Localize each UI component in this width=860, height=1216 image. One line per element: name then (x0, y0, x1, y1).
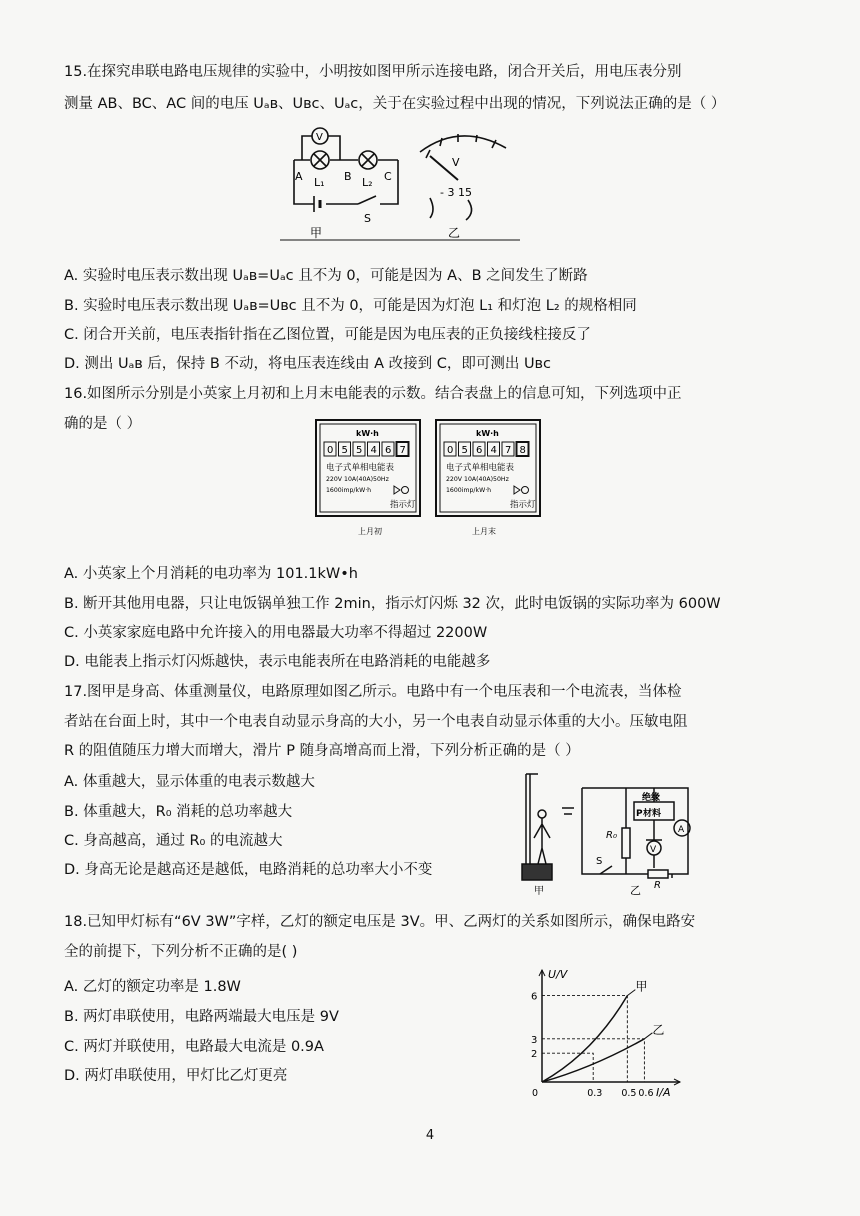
q15-label-v: V (316, 132, 323, 143)
q16-option-d: D. 电能表上指示灯闪烁越快，表示电能表所在电路消耗的电能越多 (64, 654, 491, 670)
q17-r0: R₀ (606, 830, 617, 841)
meter-1-digit: 4 (370, 445, 377, 456)
meter-2-spec2: 1600imp/kW·h (446, 487, 492, 494)
q17-stem-line2: 者站在台面上时，其中一个电表自动显示身高的大小，另一个电表自动显示体重的大小。压敏电阻 (64, 714, 688, 730)
q15-label-l2: L₂ (362, 176, 373, 189)
q18-stem-line2: 全的前提下，下列分析不正确的是( ) (64, 944, 298, 960)
q16-figure (312, 418, 548, 540)
q18-stem-line1: 18.已知甲灯标有“6V 3W”字样，乙灯的额定电压是 3V。甲、乙两灯的关系如图所示，确保电路安 (64, 914, 696, 930)
q15-caption-left: 甲 (310, 226, 323, 240)
q15-label-s: S (364, 212, 371, 225)
q16-option-a: A. 小英家上个月消耗的电功率为 101.1kW•h (64, 566, 358, 582)
meter-2-digit: 0 (447, 445, 454, 456)
meter-2-digit: 6 (476, 445, 483, 456)
q15-option-c: C. 闭合开关前，电压表指针指在乙图位置，可能是因为电压表的正负接线柱接反了 (64, 327, 591, 343)
meter-1-spec2: 1600imp/kW·h (326, 487, 372, 494)
q17-r: R (654, 880, 661, 891)
page-number: 4 (425, 1128, 435, 1143)
q17-a: A (678, 825, 685, 835)
y-tick-label: 6 (531, 991, 538, 1003)
q15-option-a: A. 实验时电压表示数出现 Uₐʙ=Uₐᴄ 且不为 0，可能是因为 A、B 之间发生了断路 (64, 268, 588, 284)
meter-1-unit: kW·h (356, 429, 379, 438)
q15-meter-v: V (452, 156, 460, 169)
q17-insul2: 材料 (643, 809, 662, 819)
q17-stem-line3: R 的阻值随压力增大而增大，滑片 P 随身高增高而上滑，下列分析正确的是（ ） (64, 743, 580, 759)
q16-stem-line2: 确的是（ ） (64, 416, 142, 432)
q15-stem-line1: 15.在探究串联电路电压规律的实验中，小明按如图甲所示连接电路，闭合开关后，用电压表分别 (64, 64, 682, 80)
x-tick-label: 0.5 (621, 1088, 637, 1098)
series-leader-1 (627, 990, 635, 996)
meter-1 (324, 442, 409, 456)
meter-1-digit: 5 (341, 445, 348, 456)
q15-caption-right: 乙 (448, 226, 461, 240)
q15-figure (280, 122, 520, 246)
meter-1-digit: 5 (356, 445, 363, 456)
q17-s: S (596, 856, 603, 867)
meter-2-spec1: 220V 10A(40A)50Hz (446, 476, 509, 483)
q17-figure (512, 768, 702, 898)
q15-meter-terms: - 3 15 (440, 186, 472, 199)
series-label-1: 甲 (635, 979, 648, 994)
q17-stem-line1: 17.图甲是身高、体重测量仪，电路原理如图乙所示。电路中有一个电压表和一个电流表，当体检 (64, 684, 682, 700)
series-leader-2 (644, 1033, 652, 1039)
q17-caption-right: 乙 (630, 884, 641, 897)
y-axis-label: U/V (548, 968, 568, 981)
meter-2-digit: 7 (505, 445, 512, 456)
q16-option-b: B. 断开其他用电器，只让电饭锅单独工作 2min，指示灯闪烁 32 次，此时电饭锅的实际功率为 600W (64, 596, 721, 612)
q17-insul1: 绝缘 (642, 793, 661, 803)
q17-p: P (636, 809, 643, 819)
meter-2-digit: 4 (490, 445, 497, 456)
guide-line (542, 1039, 644, 1082)
meter-2-digit: 8 (519, 445, 526, 456)
meter-2 (444, 442, 529, 456)
q17-v: V (650, 845, 657, 855)
meter-2-name: 电子式单相电能表 (446, 463, 515, 473)
meter-2-digit: 5 (461, 445, 468, 456)
q18-chart (520, 962, 690, 1098)
meter-1-digit: 6 (385, 445, 392, 456)
meter-2-caption: 上月末 (472, 527, 496, 536)
series-line-2 (542, 1039, 644, 1082)
q18-option-b: B. 两灯串联使用，电路两端最大电压是 9V (64, 1009, 339, 1025)
meter-2-lamp: 指示灯 (510, 500, 536, 510)
meter-1-digit: 7 (399, 445, 406, 456)
meter-1-caption: 上月初 (358, 527, 382, 536)
q15-stem-line2: 测量 AB、BC、AC 间的电压 Uₐʙ、Uʙᴄ、Uₐᴄ，关于在实验过程中出现的情况，下列说法正确的是（ ） (64, 96, 726, 112)
q18-option-a: A. 乙灯的额定功率是 1.8W (64, 979, 241, 995)
x-axis-label: I/A (656, 1086, 671, 1098)
q17-option-c: C. 身高越高，通过 R₀ 的电流越大 (64, 833, 283, 849)
q17-option-b: B. 体重越大，R₀ 消耗的总功率越大 (64, 804, 293, 820)
q15-option-b: B. 实验时电压表示数出现 Uₐʙ=Uʙᴄ 且不为 0，可能是因为灯泡 L₁ 和灯泡 L₂ 的规格相同 (64, 298, 637, 314)
q15-label-a: A (295, 170, 303, 183)
q16-option-c: C. 小英家家庭电路中允许接入的用电器最大功率不得超过 2200W (64, 625, 488, 641)
q15-label-c: C (384, 170, 392, 183)
x-tick-label: 0.3 (587, 1088, 603, 1098)
q15-label-b: B (344, 170, 352, 183)
y-tick-label: 2 (531, 1049, 538, 1061)
meter-1-spec1: 220V 10A(40A)50Hz (326, 476, 389, 483)
q17-caption-left: 甲 (534, 886, 544, 897)
series-label-2: 乙 (652, 1022, 665, 1037)
meter-1-lamp: 指示灯 (390, 500, 416, 510)
x-tick-label: 0 (532, 1088, 539, 1098)
q17-option-d: D. 身高无论是越高还是越低，电路消耗的总功率大小不变 (64, 862, 433, 878)
q15-option-d: D. 测出 Uₐʙ 后，保持 B 不动，将电压表连线由 A 改接到 C，即可测出 Uʙᴄ (64, 356, 551, 372)
q18-option-d: D. 两灯串联使用，甲灯比乙灯更亮 (64, 1068, 288, 1084)
q16-stem-line1: 16.如图所示分别是小英家上月初和上月末电能表的示数。结合表盘上的信息可知，下列选项中正 (64, 386, 682, 402)
meter-1-digit: 0 (327, 445, 334, 456)
q17-option-a: A. 体重越大，显示体重的电表示数越大 (64, 774, 315, 790)
x-tick-label: 0.6 (638, 1088, 654, 1098)
y-tick-label: 3 (531, 1034, 538, 1046)
q15-label-l1: L₁ (314, 176, 325, 189)
meter-1-name: 电子式单相电能表 (326, 463, 395, 473)
meter-2-unit: kW·h (476, 429, 499, 438)
q18-option-c: C. 两灯并联使用，电路最大电流是 0.9A (64, 1039, 324, 1055)
